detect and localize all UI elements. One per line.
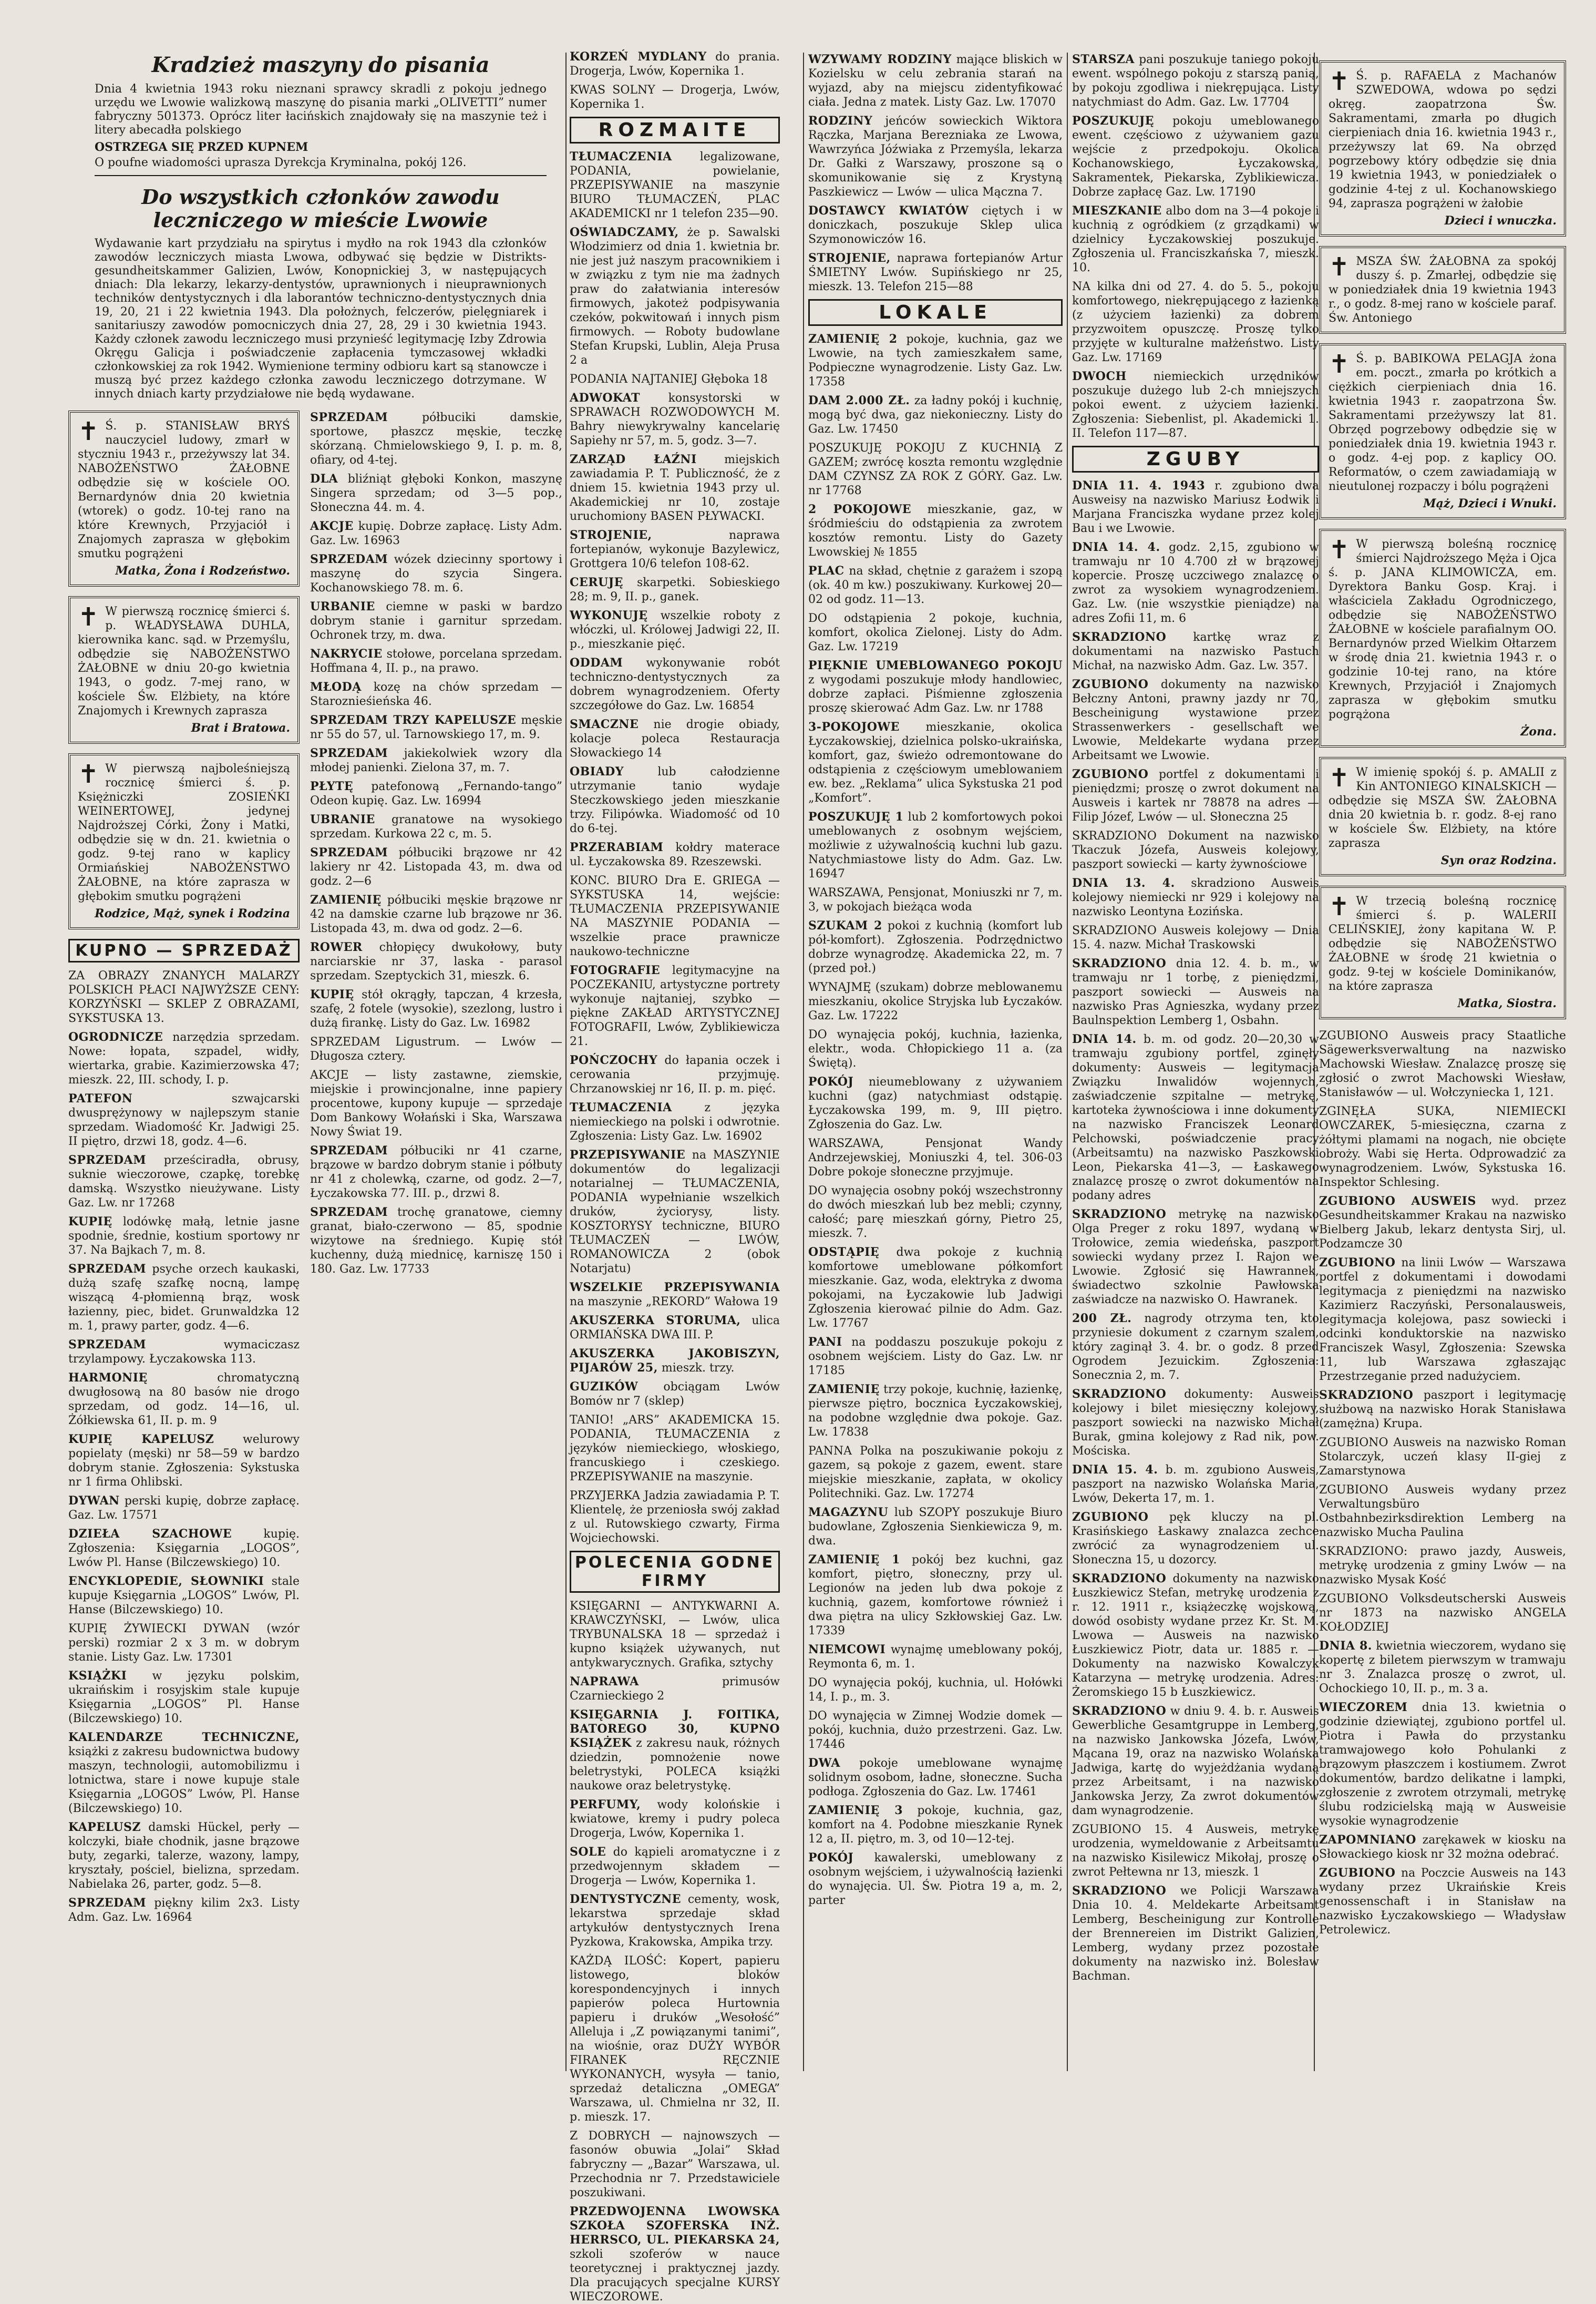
classified-ad: DNIA 13. 4. skradziono Ausweis kolejowy niemiecki nr 929 i kolejowy na nazwisko Leontyna Łozińska. [1072, 876, 1319, 918]
classified-ad: AKUSZERKA STORUMA, ulica ORMIAŃSKA DWA III. P. [570, 1314, 780, 1342]
cross-icon: ✝ [78, 417, 99, 446]
classified-ad: PLAC na skład, chętnie z garażem i szopą (ok. 40 m kw.) poszukiwany. Kurkowej 20—02 od godz. 11—13. [808, 564, 1063, 606]
classified-ad: POŃCZOCHY do łapania oczek i cerowania przyjmuję. Chrzanowskiej nr 16, II. p. m. pięć. [570, 1053, 780, 1095]
classified-ad: ADWOKAT konsystorski w SPRAWACH ROZWODOWYCH M. Bahry niewykrywalny kancelarię Sapiehy nr 57, m. 5, godz. 3—7. [570, 391, 780, 447]
classified-ad: DO wynajęcia w Zimnej Wodzie domek — pokój, kuchnia, dużo przestrzeni. Gaz. Lw. 17446 [808, 1709, 1063, 1751]
obituary: ✝ Ś. p. BABIKOWA PELAGJA żona em. poczt., zmarła po krótkich a ciężkich cierpieniach dnia 16. kwietnia 1943 r. zaopatrzona Św. Sakramentami przeżywszy lat 81. Obrzęd pogrzebowy odbędzie się w poniedziałek dnia 19. kwietnia 1943 r. o godz. 4-ej pop. z kaplicy OO. Reformatów, o czem zawiadamiają w nieutulonej rozpaczy i bólu pogrążeni Mąż, Dzieci i Wnuki. [1319, 343, 1566, 519]
classified-ad: ZGUBIONO portfel z dokumentami i pieniędzmi; proszę o zwrot dokument na Ausweis i kartek nr 78878 na adres — Filip Józef, Lwów — ul. Słoneczna 25 [1072, 767, 1319, 824]
classified-ad: ZAMIENIĘ 3 pokoje, kuchnia, gaz, komfort na 4. Podobne mieszkanie Rynek 12 a, II. piętro, m. 3, od 10—12-tej. [808, 1804, 1063, 1846]
classified-ad: ZGUBIONO pęk kluczy na pl. Krasińskiego Łaskawy znalazca zechce zwrócić za wynagrodzeniem ul. Słoneczna 15, u dozorcy. [1072, 1510, 1319, 1566]
classified-ad: SKRADZIONO: prawo jazdy, Ausweis, metrykę urodzenia z gminy Lwów — na nazwisko Mysak Kość [1319, 1545, 1566, 1586]
classified-ad: SPRZEDAM trochę granatowe, ciemny granat, biało-czerwono — 85, spodnie wizytowe na średniego. Kupię stół kuchenny, dużą miednicę, karniszę 150 i 180. Gaz. Lw. 17733 [310, 1205, 562, 1276]
classified-ad: PANNA Polka na poszukiwanie pokoju z gazem, są pokoje z gazem, ewent. stare miejskie mieszkanie, zapłata, w okolicy Politechniki. Gaz. Lw. 17274 [808, 1445, 1063, 1500]
classified-ad: DO wynajęcia pokój, kuchnia, łazienka, elektr., woda. Chłopickiego 11 a. (za Świętą). [808, 1028, 1063, 1070]
classified-ad: 3-POKOJOWE mieszkanie, okolica Łyczakowskiej, dzielnica polsko-ukraińska, komfort, gaz, świeżo odremontowane do odstąpienia z częściowym umeblowaniem ew. bez. „Reklama” ulica Sykstuska 21 pod „Komfort”. [808, 720, 1063, 805]
section-header-polecenia: POLECENIA GODNE FIRMY [570, 1551, 780, 1593]
classified-list [310, 411, 562, 1276]
classified-ad: WIECZOREM dnia 13. kwietnia o godzinie dziewiątej, zgubiono portfel ul. Piotra i Pawła do przystanku tramwajowego koło Pohulanki z brązowym płaszczem i kostiumem. Zwrot dokumentów, bardzo delikatne i lampki, zgłoszenie z zwrotem otrzymali, metrykę ślubu rodzicielską mają w Ausweisie wysokie wynagrodzenie [1319, 1701, 1566, 1828]
notice-title-typewriter: Kradzież maszyny do pisania [151, 53, 490, 77]
classified-ad: DZIEŁA SZACHOWE kupię. Zgłoszenia: Księgarnia „LOGOS”, Lwów Pl. Hanse (Bilczewskiego) 10. [68, 1527, 300, 1569]
classified-ad: ZAMIENIĘ półbuciki męskie brązowe nr 42 na damskie czarne lub brązowe nr 36. Listopada 43, m. dwa od godz. 2—6. [310, 893, 562, 935]
classified-ad: PRZEPISYWANIE na MASZYNIE dokumentów do legalizacji notarialnej — TŁUMACZENIA, PODANIA wypełnianie wszelkich druków, życiorysy, listy. KOSZTORYSY techniczne, BIURO TŁUMACZEŃ — LWÓW, ROMANOWICZA 2 (obok Notarjatu) [570, 1148, 780, 1275]
classified-ad: PIĘKNIE UMEBLOWANEGO POKOJU z wygodami poszukuje młody handlowiec, dobrze zapłaci. Piśmienne zgłoszenia proszę skierować Adm Gaz. Lw. nr 1788 [808, 659, 1063, 715]
classified-ad: PODANIA NAJTANIEJ Głęboka 18 [570, 373, 768, 386]
classified-ad: SOLE do kąpieli aromatyczne i z przedwojennym składem — Drogerja — Lwów, Kopernika 1. [570, 1845, 780, 1887]
divider [95, 175, 547, 176]
classified-ad: TANIO! „ARS” AKADEMICKA 15. PODANIA, TŁUMACZENIA z języków niemieckiego, włoskiego, francuskiego i czeskiego. PRZEPISYWANIE na maszynie. [570, 1414, 780, 1483]
classified-ad: SPRZEDAM półbuciki damskie, sportowe, płaszcz męskie, teczkę skórzaną. Chmielowskiego 9, I. p. m. 8, ofiary, od 4-tej. [310, 411, 562, 467]
classified-ad: HARMONIĘ chromatyczną dwugłosową na 80 basów nie drogo sprzedam, od godz. 14—16, ul. Żółkiewska 61, II. p. m. 9 [68, 1371, 300, 1427]
classified-ad: WSZELKIE PRZEPISYWANIA na maszynie „REKORD” Wałowa 19 [570, 1281, 780, 1308]
classified-ad: KUPIĘ KAPELUSZ welurowy popielaty (męski) nr 58—59 w bardzo dobrym stanie. Zgłoszenia: Sykstuska nr 1 firma Ohlibski. [68, 1432, 300, 1489]
classified-ad: UBRANIE granatowe na wysokiego sprzedam. Kurkowa 22 c, m. 5. [310, 813, 562, 841]
classified-ad: KWAS SOLNY — Drogerja, Lwów, Kopernika 1. [570, 84, 780, 111]
classified-list [570, 150, 780, 1545]
cross-icon: ✝ [78, 602, 99, 632]
classified-ad: ZGUBIONO Ausweis na nazwisko Roman Stolarczyk, uczeń klasy II-giej z Zamarstynowa [1319, 1436, 1566, 1478]
classified-ad: PRZERABIAM kołdry materace ul. Łyczakowska 89. Rzeszewski. [570, 841, 780, 868]
classified-ad: TŁUMACZENIA legalizowane, PODANIA, powielanie, PRZEPISYWANIE na maszynie BIURO TŁUMACZEŃ, PLAC AKADEMICKI nr 1 telefon 235—90. [570, 150, 780, 220]
classified-ad: ZARZĄD ŁAŹNI miejskich zawiadamia P. T. Publiczność, że z dniem 15. kwietnia 1943 przy ul. Akademickiej nr 10, zostaje uruchomiony BASEN PŁYWACKI. [570, 453, 780, 523]
classified-ad: SKRADZIONO Ausweis kolejowy — Dnia 15. 4. nazw. Michał Traskowski [1072, 924, 1319, 951]
classified-ad: PRZYJERKA Jadzia zawiadamia P. T. Klientelę, że przeniosła swój zakład z ul. Rutowskiego czwarty, Firma Wojciechowski. [570, 1489, 780, 1545]
classified-ad: SKRADZIONO dnia 12. 4. b. m., w tramwaju nr 1 torbę, z pieniędzmi, paszport sowiecki — Ausweis na nazwisko Pras Agnieszka, wydany przez Baulnspektion Lemberg 1, Osbahn. [1072, 957, 1319, 1027]
classified-ad: SKRADZIONO Dokument na nazwisko Tkaczuk Józefa, Ausweis kolejowy, paszport sowiecki — karty żywnościowe [1072, 830, 1319, 871]
classified-ad: PANI na poddaszu poszukuje pokoju z osobnem wejściem. Listy do Gaz. Lw. nr 17185 [808, 1335, 1063, 1377]
notice-warning: OSTRZEGA SIĘ PRZED KUPNEM [95, 140, 308, 154]
classified-ad: DNIA 14. 4. godz. 2,15, zgubiono w tramwaju nr 10 4.700 zł w brązowej kopercie. Proszę uczciwego znalazcę o zwrot za wysokiem wynagrodzeniem. Gaz. Lw. (nie wszystkie pieniądze) na adres Zofii 11, m. 6 [1072, 540, 1319, 625]
classified-ad: SKRADZIONO kartkę wraz z dokumentami na nazwisko Pastuch Michał, na nazwisko Adm. Gaz. Lw. 357. [1072, 630, 1319, 672]
classified-ad: SKRADZIONO we Policji Warszawa Dnia 10. 4. Meldekarte Arbeitsamt Lemberg, Bescheinigung zur Kontrolle der Brennereien im Distrikt Galizien, Lemberg, wydany przez pozostałe dokumenty na nazwisko inż. Bolesław Bachman. [1072, 1884, 1319, 1983]
classified-ad: URBANIE ciemne w paski w bardzo dobrym stanie i garnitur sprzedam. Ochronek trzy, m. dwa. [310, 600, 562, 642]
cross-icon: ✝ [1329, 67, 1350, 96]
classified-ad: SPRZEDAM wymaciczasz trzylampowy. Łyczakowska 113. [68, 1338, 300, 1366]
classified-ad: PATEFON szwajcarski dwusprężynowy w najlepszym stanie sprzedam. Wiadomość Kr. Jadwigi 25. II piętro, drzwi 18, godz. 4—6. [68, 1092, 300, 1148]
classified-ad: AKCJE — listy zastawne, ziemskie, miejskie i prowincjonalne, inne papiery procentowe, kupony kupuje — sprzedaje Dom Bankowy Wołański i Ska, Warszawa Nowy Świat 19. [310, 1069, 562, 1139]
classified-ad: DWOCH niemieckich urzędników poszukuje dużego lub 2-ch mniejszych pokoi ewent. z użyciem łazienki. Zgłoszenia: Siebenlist, pl. Akademicki 1. II. Telefon 117—87. [1072, 370, 1319, 440]
right-subcolumn [310, 411, 562, 1281]
classified-ad: SPRZEDAM psyche orzech kaukaski, dużą szafę szafkę nocną, lampę wiszącą 4-płomienną brąz, wosk łazienny, piec, bidet. Grunwaldzka 12 m. 1, prawy parter, godz. 4—6. [68, 1262, 300, 1333]
obituary: ✝ Ś. p. RAFAELA z Machanów SZWEDOWA, wdowa po sędzi okręg. zaopatrzona Św. Sakramentami, zmarła po długich cierpieniach dnia 16. kwietnia 1943 r., przeżywszy lat 69. Na obrzęd pogrzebowy który odbędzie się dnia 19 kwietnia 1943, w poniedziałek o godzinie 4-tej z ul. Kochanowskiego 94, zaprasza pogrążeni w żałobie Dzieci i wnuczka. [1319, 60, 1566, 237]
classified-ad: SPRZEDAM półbuciki nr 41 czarne, brązowe w bardzo dobrym stanie i półbuty nr 41 z cholewką, czarne, od godz. 2—7, Łyczakowska 77. III. p., drzwi 8. [310, 1144, 562, 1200]
classified-ad: ZGUBIONO Ausweis wydany przez Verwaltungsbüro Ostbahnbezirksdirektion Lemberg na nazwisko Mucha Paulina [1319, 1483, 1566, 1539]
classified-ad: SPRZEDAM piękny kilim 2x3. Listy Adm. Gaz. Lw. 16964 [68, 1896, 300, 1924]
classified-ad: DO wynajęcia osobny pokój wszechstronny do dwóch mieszkań lub bez mebli; czynny, całość; parę mieszkań górny, Pietro 25, mieszk. 7. [808, 1184, 1063, 1240]
column-rule [803, 53, 804, 2071]
classified-ad: SPRZEDAM półbuciki brązowe nr 42 lakiery nr 42. Listopada 43, m. dwa od godz. 2—6 [310, 846, 562, 888]
section-header-zguby: ZGUBY [1072, 446, 1319, 473]
classified-ad: KORZEŃ MYDLANY do prania. Drogerja, Lwów, Kopernika 1. [570, 50, 780, 78]
classified-ad: PŁYTĘ patefonową „Fernando-tango” Odeon kupię. Gaz. Lw. 16994 [310, 780, 562, 807]
classified-ad: ZGUBIONO dokumenty na nazwisko Bełczny Antoni, prawny jazdy nr 70, Bescheinigung wystawione przez Strassenwerkers - gesellschaft we Lwowie, Meldekarte wydana przez Arbeitsamt we Lwowie. [1072, 678, 1319, 762]
classified-ad: DOSTAWCY KWIATÓW ciętych i w doniczkach, poszukuje Sklep ulica Szymonowiczów 16. [808, 204, 1063, 246]
column-lokale [808, 53, 1063, 2082]
notice-text: Wydawanie kart przydziału na spirytus i mydło na rok 1943 dla członków zawodów leczniczych miasta Lwowa, odbywać się będzie w Distrikts-gesundheitskammer Galizien, Lwów, Konopnickiej 3, w następujących dniach: Dla lekarzy, lekarzy-dentystów, uprawnionych i nieuprawnionych techników dentystycznych i dla laborantów techniczno-dentystycznych dnia 19, 20, 21 i 22 kwietnia 1943. Dla położnych, felczerów, pielęgniarek i sanitariuszy zawodów pomocniczych dnia 27, 28, 29 i 30 kwietnia 1943. Każdy członek zawodu leczniczego musi przynieść legitymację Izby Zdrowia Okręgu Galicja i poświadczenie zapłacenia tymczasowej wkładki członkowskiej za rok 1942. Wymienione terminy odbioru kart są stanowcze i muszą być przez każdego członka zawodu leczniczego dotrzymane. W innych dniach karty przydziałowe nie będą wydawane. [95, 237, 547, 401]
classified-ad: STROJENIE, naprawa fortepianów Artur ŚMIETNY Lwów. Supińskiego nr 25, mieszk. 13. Telefon 215—88 [808, 251, 1063, 293]
classified-ad: WARSZAWA, Pensjonat, Moniuszki nr 7, m. 3, w pokojach bieżąca woda [808, 886, 1063, 914]
classified-ad: NAKRYCIE stołowe, porcelana sprzedam. Hoffmana 4, II. p., na prawo. [310, 647, 562, 675]
classified-ad: PRZEDWOJENNA LWOWSKA SZKOŁA SZOFERSKA INŻ. HERRSCO, UL. PIEKARSKA 24, szkoli szoferów w nauce teoretycznej i praktycznej jazdy. Dla pracujących specjalne KURSY WIECZOROWE. [570, 2205, 780, 2303]
classified-ad: ZAPOMNIANO zarękawek w kiosku na Słowackiego kiosk nr 32 można odebrać. [1319, 1833, 1566, 1861]
classified-ad: ODDAM wykonywanie robót techniczno-dentystycznych za dobrem wynagrodzeniem. Oferty szczegółowe do Gaz. Lw. 16854 [570, 656, 780, 712]
classified-ad: WARSZAWA, Pensjonat Wandy Andrzejewskiej, Moniuszki 4, tel. 306-03 Dobre pokoje słoneczne przyjmuje. [808, 1137, 1063, 1179]
obituary: ✝ W pierwszą rocznicę śmierci ś. p. WŁADYSŁAWA DUHLA, kierownika kanc. sąd. w Przemyślu, odbędzie się NABOŻEŃSTWO ŻAŁOBNE w dniu 20-go kwietnia 1943, o godz. 7-mej rano, w kościele Św. Elżbiety, na które Znajomych i Krewnych zaprasza Brat i Bratowa. [68, 596, 300, 744]
classified-ad: ODSTĄPIĘ dwa pokoje z kuchnią komfortowe umeblowane półkomfort mieszkanie. Gaz, woda, elektryka z dwoma pokojami, na Łyczakowie lub Jadwigi Zgłoszenia kierować pilnie do Adm. Gaz. Lw. 17767 [808, 1245, 1063, 1330]
classified-ad: FOTOGRAFIE legitymacyjne na POCZEKANIU, artystyczne portrety wykonuje najtaniej, szybko — piękne ZAKŁAD ARTYSTYCZNEJ FOTOGRAFII, Lwów, Zyblikiewicza 21. [570, 964, 780, 1048]
classified-ad: ZGUBIONO AUSWEIS wyd. przez Gesundheitskammer Krakau na nazwisko Bielberg Jakub, lekarz dentysta Sirj, ul. Podzamcze 30 [1319, 1194, 1567, 1251]
classified-list [1072, 53, 1319, 441]
classified-ad: SKRADZIONO dokumenty na nazwisko Łuszkiewicz Stefan, metrykę urodzenia z r. 12. 1911 r., książeczkę wojskową, dowód osobisty wydane przez Kr. St. M. Lwowa — Ausweis na nazwisko Łuszkiewicz Piotr, data ur. 1885 r. — Dokumenty na nazwisko Kowalczyk Katarzyna — metrykę urodzenia. Adres: Żeromskiego 15 b Łuszkiewicz. [1072, 1572, 1319, 1699]
classified-ad: POKÓJ nieumeblowany z używaniem kuchni (gaz) natychmiast odstąpię. Łyczakowska 199, m. 9, III piętro. Zgłoszenia do Gaz. Lw. [808, 1075, 1063, 1131]
classified-ad: NAPRAWA primusów Czarnieckiego 2 [570, 1675, 780, 1703]
classified-ad: DNIA 15. 4. b. m. zgubiono Ausweis, paszport na nazwisko Wolańska Maria, Lwów, Dekerta 17, m. 1. [1072, 1463, 1319, 1505]
classified-ad: POSZUKUJĘ pokoju umeblowanego ewent. częściowo z używaniem gazu wejście z przedpokoju. Okolica Kochanowskiego, Łyczakowska, Sakramentek, Piekarska, Zyblikiewicza. Dobrze zapłacę Gaz. Lw. 17190 [1072, 114, 1319, 199]
classified-ad: DLA bliźniąt głęboki Konkon, maszynę Singera sprzedam; od 3—5 pop., Słoneczna 44. m. 4. [310, 472, 562, 514]
obituary: ✝ W trzecią boleśną rocznicę śmierci ś. p. WALERII CELIŃSKIEJ, żony kapitana W. P. odbędzie się NABOŻEŃSTWO ŻAŁOBNE w środę 21 kwietnia o godz. 9-tej w kościele Dominikanów, na które zaprasza Matka, Siostra. [1319, 886, 1566, 1019]
classified-ad: ZGUBIONO na Poczcie Ausweis na 143 wydany przez Ukraińskie Kreis genossenschaft i in Stanisław na nazwisko Łyczakowskiego — Władysław Petrolewicz. [1319, 1866, 1566, 1937]
column-zguby [1072, 53, 1319, 2082]
classified-ad: KUPIĘ ŻYWIECKI DYWAN (wzór perski) rozmiar 2 x 3 m. w dobrym stanie. Listy Gaz. Lw. 17301 [68, 1622, 300, 1664]
classified-ad: KSIĄŻKI w języku polskim, ukraińskim i rosyjskim stale kupuje Księgarnia „LOGOS” Pl. Hanse (Bilczewskiego) 10. [68, 1669, 300, 1725]
classified-ad: DENTYSTYCZNE cementy, wosk, lekarstwa sprzedaje skład artykułów dentystycznych Irena Pyzkowa, Krakowska, Ampika trzy. [570, 1892, 780, 1949]
classified-list [1072, 479, 1319, 1983]
cross-icon: ✝ [1329, 892, 1350, 921]
classified-list [1319, 1029, 1566, 1937]
column-rozmaite [570, 50, 780, 2303]
classified-ad: ZGINĘŁA SUKA, NIEMIECKI OWCZAREK, 5-miesięczna, czarna z żółtymi plamami na nogach, nie obcięte obroży. Wabi się Herta. Odprowadzić za wynagrodzeniem. Lwów, Sykstuska 16. Inspektor Schlesing. [1319, 1105, 1566, 1189]
classified-ad: SPRZEDAM TRZY KAPELUSZE męskie nr 55 do 57, ul. Tarnowskiego 17, m. 9. [310, 713, 562, 741]
classified-ad: KUPIĘ lodówkę małą, letnie jasne spodnie, średnie, kostium sportowy nr 37. Na Bajkach 7, m. 8. [68, 1215, 300, 1257]
classified-ad: DNIA 8. kwietnia wieczorem, wydano się kopertę z biletem pierwszym w tramwaju nr 3. Znalazca proszę o zwrot, ul. Ochockiego 10, II. p., m. 3 a. [1319, 1639, 1566, 1695]
classified-ad: SMACZNE nie drogie obiady, kolacje poleca Restauracja Słowackiego 14 [570, 718, 780, 760]
cross-icon: ✝ [1329, 350, 1350, 379]
classified-ad: DO odstąpienia 2 pokoje, kuchnia, komfort, okolica Zielonej. Listy do Adm. Gaz. Lw. 17219 [808, 612, 1063, 653]
classified-ad: ZAMIENIĘ 1 pokój bez kuchni, gaz komfort, piętro, słoneczny, przy ul. Legionów na jeden lub dwa pokoje z kuchnią, gazem, komfortowe również i dwa piętra na ulicy Szkłowskiej Gaz. Lw. 17339 [808, 1553, 1063, 1637]
classified-ad: 2 POKOJOWE mieszkanie, gaz, w śródmieściu do odstąpienia za zwrotem kosztów remontu. Listy do Gazety Lwowskiej № 1855 [808, 503, 1063, 559]
column-obituaries [1319, 60, 1566, 2090]
classified-ad: SKRADZIONO dokumenty: Ausweis kolejowy i bilet miesięczny kolejowy, paszport sowiecki na nazwisko Michał Burak, gmina kolejowy z Rad nik, pow. Mościska. [1072, 1387, 1319, 1458]
classified-ad: STROJENIE, naprawa fortepianów, wykonuje Bazylewicz, Grottgera 10/6 telefon 108-62. [570, 528, 780, 570]
classified-ad: MŁODĄ kozę na chów sprzedam — Staroznieśieńska 46. [310, 680, 562, 708]
classified-ad: PERFUMY, wody kolońskie i kwiatowe, kremy i pudry poleca Drogerja, Lwów, Kopernika 1. [570, 1798, 780, 1840]
classified-ad: KUPIĘ stół okrągły, tapczan, 4 krzesła, szafę, 2 fotele (wysokie), szezlong, lustro i dużą firankę. Listy do Gaz. Lw. 16982 [310, 988, 562, 1030]
obituary: ✝ W imienię spokój ś. p. AMALII z Kin ANTONIEGO KINALSKICH — odbędzie się MSZA ŚW. ŻAŁOBNA dnia 20 kwietnia b. r. godz. 8-ej rano w kościele Św. Elżbiety, na które zaprasza Syn oraz Rodzina. [1319, 757, 1566, 876]
classified-ad: SKRADZIONO metrykę na nazwisko Olga Preger z roku 1897, wydaną w Trołowice, zemia wiedeńska, paszport sowiecki wydany przez I. Rajon we Lwowie. Zgłosić się Hawrannek, świadectwo szkolnie Pawłowska zaświadcze na nazwisko O. Hawranek. [1072, 1207, 1319, 1306]
classified-ad: SPRZEDAM jakiekolwiek wzory dla młodej panienki. Zielona 37, m. 7. [310, 746, 562, 774]
classified-ad: KAŻDĄ ILOŚĆ: Kopert, papieru listowego, bloków korespondencyjnych i innych papierów poleca Hurtownia papieru i druków „Wesołość” Alleluja i „Z powiązanymi tanimi”, na wiośnie, oraz DUŻY WYBÓR FIRANEK RĘCZNIE WYKONANYCH, wysyła — tanio, sprzedaż detaliczna „OMEGA” Warszawa, ul. Chmielna nr 32, II. p. mieszk. 17. [570, 1954, 780, 2124]
classified-ad: RODZINY jeńców sowieckich Wiktora Rączka, Marjana Berezniaka ze Lwowa, Wawrzyńca Jóźwiaka z Przemyśla, lekarza Dr. Gałki z Warszawy, proszone są o skomunikowanie się z Krystyną Paszkiewicz — Lwów — ulica Mączna 7. [808, 114, 1063, 199]
classified-ad: NIEMCOWI wynajmę umeblowany pokój, Reymonta 6, m. 1. [808, 1643, 1063, 1671]
cross-icon: ✝ [1329, 252, 1350, 282]
classified-ad: STARSZA pani poszukuje taniego pokoju ewent. wspólnego pokoju z starszą panią, by pokoju zgodliwa i niekrępująca. Listy natychmiast do Adm. Gaz. Lw. 17704 [1072, 53, 1319, 109]
classified-ad: CERUJĘ skarpetki. Sobieskiego 28; m. 9, II. p., ganek. [570, 576, 780, 603]
classified-ad: ROWER chłopięcy dwukołowy, buty narciarskie nr 37, laska - parasol sprzedam. Szeptyckich 31, mieszk. 6. [310, 940, 562, 982]
classified-ad: ZAMIENIĘ 2 pokoje, kuchnia, gaz we Lwowie, na tych zamieszkałem same, Podpieczne wynagrodzenie. Listy Gaz. Lw. 17358 [808, 332, 1063, 388]
notice-text: Dnia 4 kwietnia 1943 roku nieznani sprawcy skradli z pokoju jednego urzędu we Lwowie walizkową maszynę do pisania marki „OLIVETTI” numer fabryczny 501373. Oprócz liter łacińskich znajdowały się na maszynie też i litery abecadła polskiego [95, 83, 547, 137]
classified-ad: KALENDARZE TECHNICZNE, książki z zakresu budownictwa budowy maszyn, technologii, automobilizmu i lotnictwa, stare i nowe kupuje stale Księgarnia „LOGOS” Lwów, Pl. Hanse (Bilczewskiego) 10. [68, 1730, 300, 1815]
classified-ad: WZYWAMY RODZINY mające bliskich w Kozielsku w celu zebrania starań na wyjazd, aby na miejscu zidentyfikować ciała. Jedna z matek. Listy Gaz. Lw. 17070 [808, 53, 1063, 109]
classified-ad: ZAMIENIĘ trzy pokoje, kuchnię, łazienkę, pierwsze piętro, bocznica Łyczakowskiej, na podobne względnie dwa pokoje. Gaz. Lw. 17838 [808, 1383, 1063, 1439]
classified-list [570, 50, 780, 111]
classified-ad: KSIĘGARNI — ANTYKWARNI A. KRAWCZYŃSKI, — Lwów, ulica TRYBUNALSKA 18 — sprzedaż i kupno książek używanych, nut antykwarycznych. Grafika, sztychy [570, 1600, 780, 1670]
classified-ad: DWA pokoje umeblowane wynajmę solidnym osobom, ładne, słoneczne. Sucha podłoga. Zgłoszenia do Gaz. Lw. 17461 [808, 1756, 1063, 1798]
section-header-rozmaite: ROZMAITE [570, 117, 780, 144]
obituary-list [1319, 60, 1566, 1019]
classified-ad: SPRZEDAM wózek dziecinny sportowy i maszynę do szycia Singera. Kochanowskiego 78. m. 6. [310, 552, 562, 595]
classified-ad: OGRODNICZE narzędzia sprzedam. Nowe: łopata, szpadel, widły, wiertarka, grabie. Kazimierzowska 47; mieszk. 22, III. schody, I. p. [68, 1030, 300, 1087]
cross-icon: ✝ [1329, 535, 1350, 565]
classified-ad: KSIĘGARNIA J. FOITIKA, BATOREGO 30, KUPNO KSIĄŻEK z zakresu nauk, różnych dziedzin, pomnożenie nowe beletrystyki, POLECA książki naukowe oraz beletrystykę. [570, 1708, 780, 1793]
obituary: ✝ Ś. p. STANISŁAW BRYŚ nauczyciel ludowy, zmarł w styczniu 1943 r., przeżywszy lat 34. NABOŻEŃSTWO ŻAŁOBNE odbędzie się w kościele OO. Bernardynów dnia 20 kwietnia (wtorek) o godz. 10-tej rano na które Krewnych, Przyjaciół i Znajomych zaprasza w głębokim smutku pogrążeni Matka, Żona i Rodzeństwo. [68, 411, 300, 587]
classified-ad: ZGUBIONO Ausweis pracy Staatliche Sägewerksverwaltung na nazwisko Machowski Wiesław. Znalazcę proszę się zgłosić o zwrot Machowski Wiesław, Stanisławów — ul. Wołczyniecka 1, 121. [1319, 1029, 1566, 1099]
classified-ad: ENCYKLOPEDIE, SŁOWNIKI stale kupuje Księgarnia „LOGOS” Lwów, Pl. Hanse (Bilczewskiego) 10. [68, 1574, 300, 1616]
classified-ad: 200 ZŁ. nagrody otrzyma ten, kto przyniesie dokument z czarnym szalem, który zaginął 3. 4. br. o godz. 8 przed Ogrodem Jezuickim. Zgłoszenia: Sonecznia 2, m. 7. [1072, 1312, 1319, 1382]
classified-ad: GUZIKÓW obciągam Lwów Bomów nr 7 (sklep) [570, 1380, 780, 1408]
classified-ad: DNIA 14. b. m. od godz. 20—20,30 w tramwaju zgubiony portfel, zginęły dokumenty: Ausweis — legitymacja Związku Inwalidów wojennych, zaświadczenie szpitalne — metrykę, kartoteka żywnościowa i inne dokumenty na nazwisko Franciszek Leonard Pelchowski, poświadczenie pracy (Arbeitsamtu) na nazwisko Paszkowski Leon, Piekarska 41—3, — Łaskawego znalazcę proszę o zwrot dokumentów na podany adres [1072, 1032, 1319, 1202]
classified-ad: SKRADZIONO paszport i legitymację służbową na nazwisko Horak Stanisława (zamężna) Krupa. [1319, 1388, 1566, 1430]
classified-ad: ZGUBIONO 15. 4 Ausweis, metrykę urodzenia, wymeldowanie z Arbeitsamtu na nazwisko Kisilewicz Mikołaj, proszę o zwrot Pełtewna nr 13, mieszk. 1 [1072, 1823, 1319, 1879]
classified-ad: SPRZEDAM Ligustrum. — Lwów — Długosza cztery. [310, 1036, 562, 1063]
classified-ad: OBIADY lub całodzienne utrzymanie tanio wydaje Steczkowskiego jeden mieszkanie trzy. Filipówka. Wiadomość od 10 do 6-tej. [570, 765, 780, 835]
classified-ad: MIESZKANIE albo dom na 3—4 pokoje i kuchnią z ogródkiem (z grządkami) w dzielnicy Łyczakowskiej poszukuje. Zgłoszenia ul. Franciszkańska 7, mieszk. 10. [1072, 204, 1319, 274]
classified-list [808, 332, 1063, 1908]
classified-ad: KAPELUSZ damski Hückel, perły — kolczyki, białe chodnik, jasne brązowe buty, zegarki, talerze, wazony, lampy, kryształy, pościel, bielizna, sprzedam. Nabielaka 26, parter, godz. 5—8. [68, 1820, 300, 1891]
classified-ad: POSZUKUJĘ POKOJU Z KUCHNIĄ Z GAZEM; zwrócę koszta remontu względnie DAM CZYNSZ ZA ROK Z GÓRY. Gaz. Lw. nr 17768 [808, 442, 1063, 497]
section-header-lokale: LOKALE [808, 299, 1063, 326]
obituary: ✝ MSZA ŚW. ŻAŁOBNA za spokój duszy ś. p. Zmarłej, odbędzie się w poniedziałek dnia 19 kwietnia 1943 r., o godz. 8-mej rano w kościele paraf. Św. Antoniego [1319, 246, 1566, 334]
classified-ad: NA kilka dni od 27. 4. do 5. 5., pokoju komfortowego, niekrępującego z łazienką (z użyciem łazienki) za dobrem przyzwoitem opuszczę. Proszę tylko przyjęte w kulturalne małżeństwo. Listy Gaz. Lw. 17169 [1072, 280, 1319, 364]
cross-icon: ✝ [78, 760, 99, 789]
section-header-kupno: KUPNO — SPRZEDAŻ [68, 939, 300, 962]
classified-ad: SPRZEDAM prześciradła, obrusy, suknie wieczorowe, czapkę, torebkę damską. Wszystko nieużywane. Listy Gaz. Lw. nr 17268 [68, 1153, 300, 1210]
classified-ad: POSZUKUJĘ 1 lub 2 komfortowych pokoi umeblowanych z osobnym wejściem, możliwie z używalnością kuchni lub gazu. Natychmiastowe listy do Adm. Gaz. Lw. 16947 [808, 810, 1063, 880]
classified-ad: DYWAN perski kupię, dobrze zapłacę. Gaz. Lw. 17571 [68, 1494, 300, 1522]
classified-ad: MAGAZYNU lub SZOPY poszukuje Biuro budowlane, Zgłoszenia Sienkiewicza 9, m. dwa. [808, 1506, 1063, 1548]
classified-ad: TŁUMACZENIA z języka niemieckiego na polski i odwrotnie. Zgłoszenia: Listy Gaz. Lw. 16902 [570, 1101, 780, 1143]
classified-ad: SKRADZIONO w dniu 9. 4. b. r. Ausweis Gewerbliche Gesamtgruppe in Lemberg, na nazwisko Jankowska Józefa, Lwów, Mącana 19, oraz na nazwisko Wolańska Jadwiga, kartę do wyjeżdżania wydaną przez Arbeitsamt, i na nazwisko Jankowska Jerzy, Za zwrot dokumentów dam wynagrodzenie. [1072, 1704, 1319, 1817]
classified-list [808, 53, 1063, 294]
classified-ad: SZUKAM 2 pokoi z kuchnią (komfort lub pół-komfort). Zgłoszenia. Podrzędnictwo dobrze wynagrodzę. Akademicka 22, m. 7 (przed poł.) [808, 919, 1063, 975]
cross-icon: ✝ [1329, 763, 1350, 793]
column-notices [68, 53, 573, 2082]
column-rule [1067, 53, 1068, 2071]
classified-ad: DNIA 11. 4. 1943 r. zgubiono dwa Ausweisy na nazwisko Mariusz Łodwik i Marjana Franciszka wydane przez kolej Bau i we Lwowie. [1072, 479, 1319, 535]
classified-ad: Z DOBRYCH — najnowszych — fasonów obuwia „Jolai” Skład fabryczny — „Bazar” Warszawa, ul. Przechodnia nr 7. Przedstawiciele poszukiwani. [570, 2129, 780, 2199]
obituary: ✝ W pierwszą boleśną rocznicę śmierci Najdroższego Męża i Ojca ś. p. JANA KLIMOWICZA, em. Dyrektora Banku Gosp. Kraj. i właściciela Zakładu Ogrodniczego, odbędzie się NABOŻEŃSTWO ŻAŁOBNE w kościele parafialnym OO. Bernardynów przed Wielkim Ołtarzem w środę dnia 21. kwietnia 1943 r. o godzinie 10-tej rano, na które Krewnych, Przyjaciół i Znajomych zaprasza w głębokim smutku pogrążona Żona. [1319, 529, 1566, 747]
classified-ad: WYKONUJĘ wszelkie roboty z włóczki, ul. Królowej Jadwigi 22, II. p., mieszkanie pięć. [570, 609, 780, 651]
classified-ad: POKÓJ kawalerski, umeblowany z osobnym wejściem, i używalnością łazienki do wynajęcia. Ul. Św. Piotra 19 a, m. 2, parter [808, 1851, 1063, 1907]
notice-contact: O poufne wiadomości uprasza Dyrekcja Kryminalna, pokój 126. [95, 156, 467, 169]
classified-ad: DO wynajęcia pokój, kuchnia, ul. Hołówki 14, I. p., m. 3. [808, 1676, 1063, 1704]
classified-ad: KONC. BIURO Dra E. GRIEGA — SYKSTUSKA 14, wejście: TŁUMACZENIA PRZEPISYWANIE NA MASZYNIE PODANIA — wszelkie prace prawnicze naukowo-techniczne [570, 874, 780, 958]
classified-ad: AKCJE kupię. Dobrze zapłacę. Listy Adm. Gaz. Lw. 16963 [310, 519, 562, 547]
classified-ad: DAM 2.000 ZŁ. za ładny pokój i kuchnię, mogą być dwa, gaz niekonieczny. Listy do Gaz. Lw. 17450 [808, 394, 1063, 436]
classified-list [68, 969, 300, 1924]
classified-ad: ZGUBIONO na linii Lwów — Warszawa portfel z dokumentami i dowodami legitymacja z pieniędzmi na nazwisko Kazimierz Raczyński, Personalausweis, legitymacja kolejowa, pasz sowiecki i odcinki konduktorskie na nazwisko Franciszek Wasyl, Zgłoszenia: Szewska 11, lub Warszawa zgłaszając Przestrzeganie przed nadużyciem. [1319, 1256, 1566, 1383]
classified-ad: AKUSZERKA JAKOBISZYN, PIJARÓW 25, mieszk. trzy. [570, 1347, 780, 1375]
left-subcolumn [68, 411, 300, 1929]
classified-ad: ZGUBIONO Volksdeutscherski Ausweis nr 1873 na nazwisko ANGELA KOŁODZIEJ [1319, 1592, 1566, 1634]
classified-ad: OŚWIADCZAMY, że p. Sawalski Włodzimierz od dnia 1. kwietnia br. nie jest już naszym pracownikiem i w związku z tym nie ma żadnych praw do załatwiania interesów firmowych, jakoteż podpisywania czeków, pokwitowań i innych pism firmowych. — Roboty budowlane Stefan Krupski, Lublin, Aleja Prusa 2 a [570, 226, 780, 367]
notice-title-medical: Do wszystkich członków zawodu leczniczego w mieście Lwowie [141, 185, 500, 232]
classified-list [570, 1599, 780, 2304]
classified-ad: ZA OBRAZY ZNANYCH MALARZY POLSKICH PŁACI NAJWYŻSZE CENY: KORZYŃSKI — SKLEP Z OBRAZAMI, SYKSTUSKA 13. [68, 969, 300, 1025]
obituary: ✝ W pierwszą najboleśniejszą rocznicę śmierci ś. p. Księżniczki ZOSIEŃKI WEINERTOWEJ, jedynej Najdroższej Córki, Żony i Matki, odbędzie się w dn. 21. kwietnia o godz. 9-tej rano w kaplicy Ormiańskiej NABOŻEŃSTWO ŻAŁOBNE, na które zaprasza w głębokim smutku pogrążeni Rodzice, Mąż, synek i Rodzina [68, 753, 300, 929]
classified-ad: WYNAJMĘ (szukam) dobrze meblowanemu mieszkaniu, okolice Stryjska lub Łyczaków. Gaz. Lw. 17222 [808, 981, 1063, 1022]
